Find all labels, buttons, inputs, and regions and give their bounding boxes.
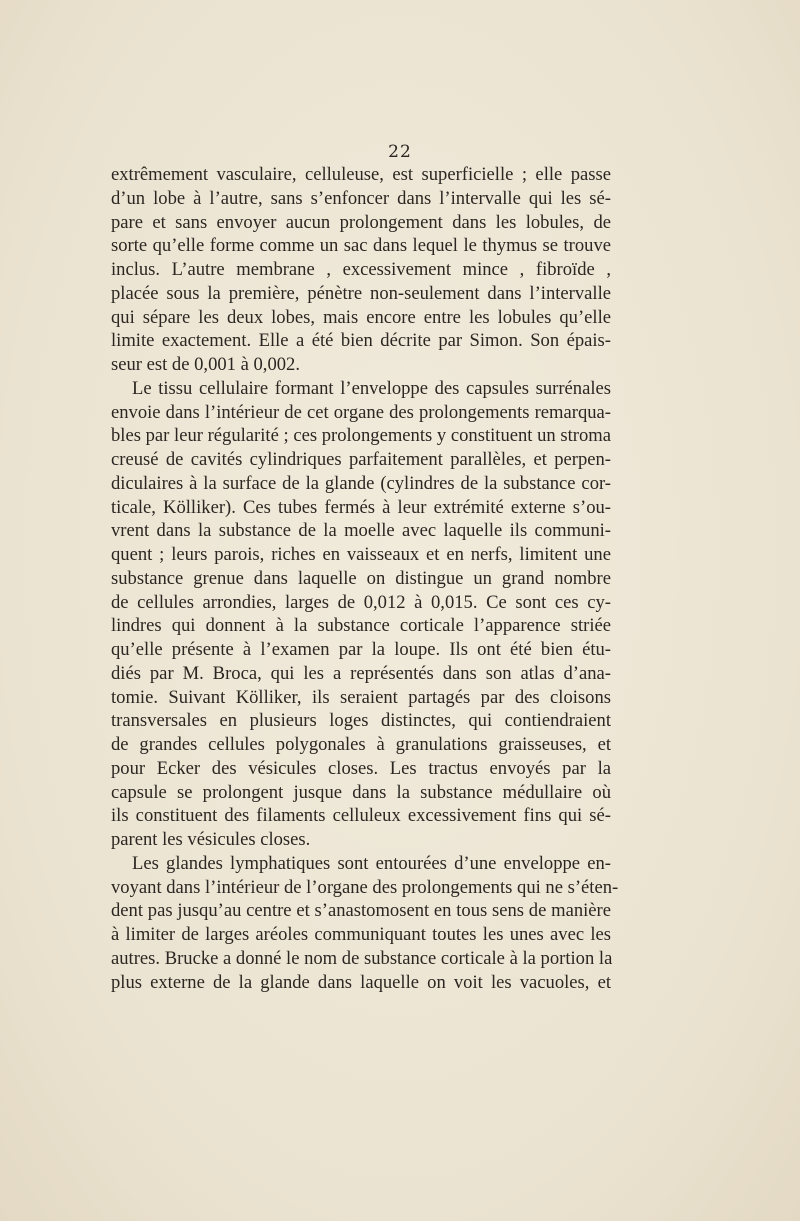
text-line: ils constituent des filaments celluleux excessivement fins qui sé- — [111, 805, 611, 827]
text-line: substance grenue dans laquelle on distingue un grand nombre — [111, 567, 611, 589]
text-line: à limiter de larges aréoles communiquant toutes les unes avec les — [111, 924, 611, 945]
text-line: parent les vésicules closes. — [111, 829, 311, 850]
text-line: sorte qu’elle forme comme un sac dans lequel le thymus se trouve — [111, 235, 611, 257]
text-line: creusé de cavités cylindriques parfaitement parallèles, et perpen- — [111, 449, 611, 470]
text-line: ticale, Kölliker). Ces tubes fermés à leur extrémité externe s’ou- — [111, 496, 611, 518]
page-number: 22 — [388, 142, 412, 162]
text-line: pour Ecker des vésicules closes. Les tractus envoyés par la — [111, 757, 611, 779]
text-line: pare et sans envoyer aucun prolongement dans les lobules, de — [111, 211, 611, 233]
text-line: seur est de 0,001 à 0,002. — [111, 354, 300, 375]
text-line: qu’elle présente à l’examen par la loupe. Ils ont été bien étu- — [111, 639, 611, 660]
text-line: dent pas jusqu’au centre et s’anastomosent en tous sens de manière — [111, 900, 611, 922]
text-line: transversales en plusieurs loges distinctes, qui contiendraient — [111, 710, 611, 732]
paragraph — [111, 377, 611, 852]
text-line: diculaires à la surface de la glande (cylindres de la substance cor- — [111, 472, 611, 494]
text-line: extrêmement vasculaire, celluleuse, est superficielle ; elle passe — [111, 164, 611, 185]
text-line: qui sépare les deux lobes, mais encore entre les lobules qu’elle — [111, 306, 611, 328]
text-line: de grandes cellules polygonales à granulations graisseuses, et — [111, 734, 611, 755]
text-line: capsule se prolongent jusque dans la substance médullaire où — [111, 781, 611, 803]
text-line: inclus. L’autre membrane , excessivement mince , fibroïde , — [111, 259, 611, 280]
text-line: bles par leur régularité ; ces prolongements y constituent un stroma — [111, 425, 611, 447]
text-line: plus externe de la glande dans laquelle on voit les vacuoles, et — [111, 971, 611, 993]
text-line: de cellules arrondies, larges de 0,012 à 0,015. Ce sont ces cy- — [111, 591, 611, 613]
body-text — [111, 163, 619, 994]
paragraph — [111, 852, 619, 995]
text-line: quent ; leurs parois, riches en vaisseaux et en nerfs, limitent une — [111, 544, 611, 565]
text-line: voyant dans l’intérieur de l’organe des prolongements qui ne s’éten- — [111, 876, 619, 898]
text-line: limite exactement. Elle a été bien décrite par Simon. Son épais- — [111, 330, 611, 352]
text-line: diés par M. Broca, qui les a représentés dans son atlas d’ana- — [111, 662, 611, 684]
text-line: Le tissu cellulaire formant l’enveloppe des capsules surrénales — [132, 377, 611, 399]
text-line: placée sous la première, pénètre non-seulement dans l’intervalle — [111, 282, 611, 304]
text-line: envoie dans l’intérieur de cet organe des prolongements remarqua- — [111, 401, 611, 423]
text-line: Les glandes lymphatiques sont entourées d’une enveloppe en- — [132, 852, 611, 874]
text-line: tomie. Suivant Kölliker, ils seraient partagés par des cloisons — [111, 686, 611, 708]
text-line: d’un lobe à l’autre, sans s’enfoncer dans l’intervalle qui les sé- — [111, 187, 611, 209]
paragraph — [111, 163, 611, 377]
text-line: lindres qui donnent à la substance corticale l’apparence striée — [111, 615, 611, 637]
text-line: vrent dans la substance de la moelle avec laquelle ils communi- — [111, 520, 611, 542]
text-line: autres. Brucke a donné le nom de substance corticale à la portion la — [111, 947, 613, 969]
